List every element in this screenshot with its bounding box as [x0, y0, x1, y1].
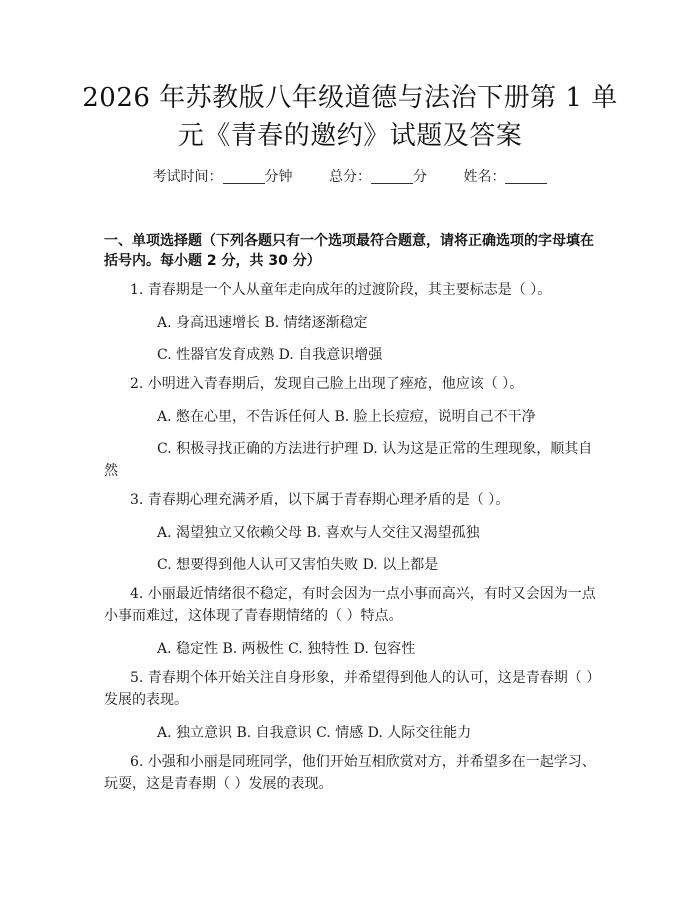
question-5-options: A. 独立意识 B. 自我意识 C. 情感 D. 人际交往能力 [157, 725, 472, 741]
exam-time-blank [223, 169, 265, 184]
document-title-line-1: 2026 年苏教版八年级道德与法治下册第 1 单 [82, 83, 618, 113]
question-5-stem-line-2: 发展的表现。 [104, 692, 188, 708]
section-heading-line-1: 一、单项选择题（下列各题只有一个选项最符合题意，请将正确选项的字母填在 [104, 233, 594, 249]
question-2-options-wrap: 然 [104, 463, 118, 479]
question-5-stem-line-1: 5. 青春期个体开始关注自身形象，并希望得到他人的认可，这是青春期（ ） [130, 670, 601, 686]
question-2-options-c-d: C. 积极寻找正确的方法进行护理 D. 认为这是正常的生理现象，顺其自 [157, 441, 593, 457]
exam-time-label: 考试时间： [152, 169, 223, 185]
question-4-options: A. 稳定性 B. 两极性 C. 独特性 D. 包容性 [157, 641, 416, 657]
section-heading-line-2: 括号内。每小题 2 分，共 30 分） [104, 253, 321, 269]
question-3-options-c-d: C. 想要得到他人认可又害怕失败 D. 以上都是 [157, 557, 439, 573]
question-4-stem-line-2: 小事而难过，这体现了青春期情绪的（ ）特点。 [104, 608, 403, 624]
document-title-line-2: 元《青春的邀约》试题及答案 [177, 121, 523, 151]
total-score-field [329, 166, 427, 186]
question-1-stem: 1. 青春期是一个人从童年走向成年的过渡阶段，其主要标志是（ ）。 [130, 282, 552, 298]
question-3-stem: 3. 青春期心理充满矛盾，以下属于青春期心理矛盾的是（ ）。 [130, 492, 510, 508]
exam-meta [0, 166, 700, 186]
question-6-stem-line-2: 玩耍，这是青春期（ ）发展的表现。 [104, 776, 333, 792]
question-6-stem-line-1: 6. 小强和小丽是同班同学，他们开始互相欣赏对方，并希望多在一起学习、 [130, 754, 596, 770]
question-1-options-a-b: A. 身高迅速增长 B. 情绪逐渐稳定 [157, 315, 368, 331]
exam-time-unit: 分钟 [264, 169, 293, 185]
question-2-options-a-b: A. 憋在心里，不告诉任何人 B. 脸上长痘痘，说明自己不干净 [157, 409, 536, 425]
question-3-options-a-b: A. 渴望独立又依赖父母 B. 喜欢与人交往又渴望孤独 [157, 525, 480, 541]
question-4-stem-line-1: 4. 小丽最近情绪很不稳定，有时会因为一点小事而高兴，有时又会因为一点 [130, 586, 596, 602]
question-1-options-c-d: C. 性器官发育成熟 D. 自我意识增强 [157, 347, 383, 363]
student-name-field [463, 166, 547, 186]
student-name-blank [505, 169, 547, 184]
exam-time-field [153, 166, 293, 186]
student-name-label: 姓名： [463, 169, 506, 185]
total-score-blank [371, 169, 413, 184]
question-2-stem: 2. 小明进入青春期后，发现自己脸上出现了痤疮，他应该（ ）。 [130, 376, 524, 392]
total-score-unit: 分 [413, 169, 427, 185]
total-score-label: 总分： [329, 169, 371, 185]
